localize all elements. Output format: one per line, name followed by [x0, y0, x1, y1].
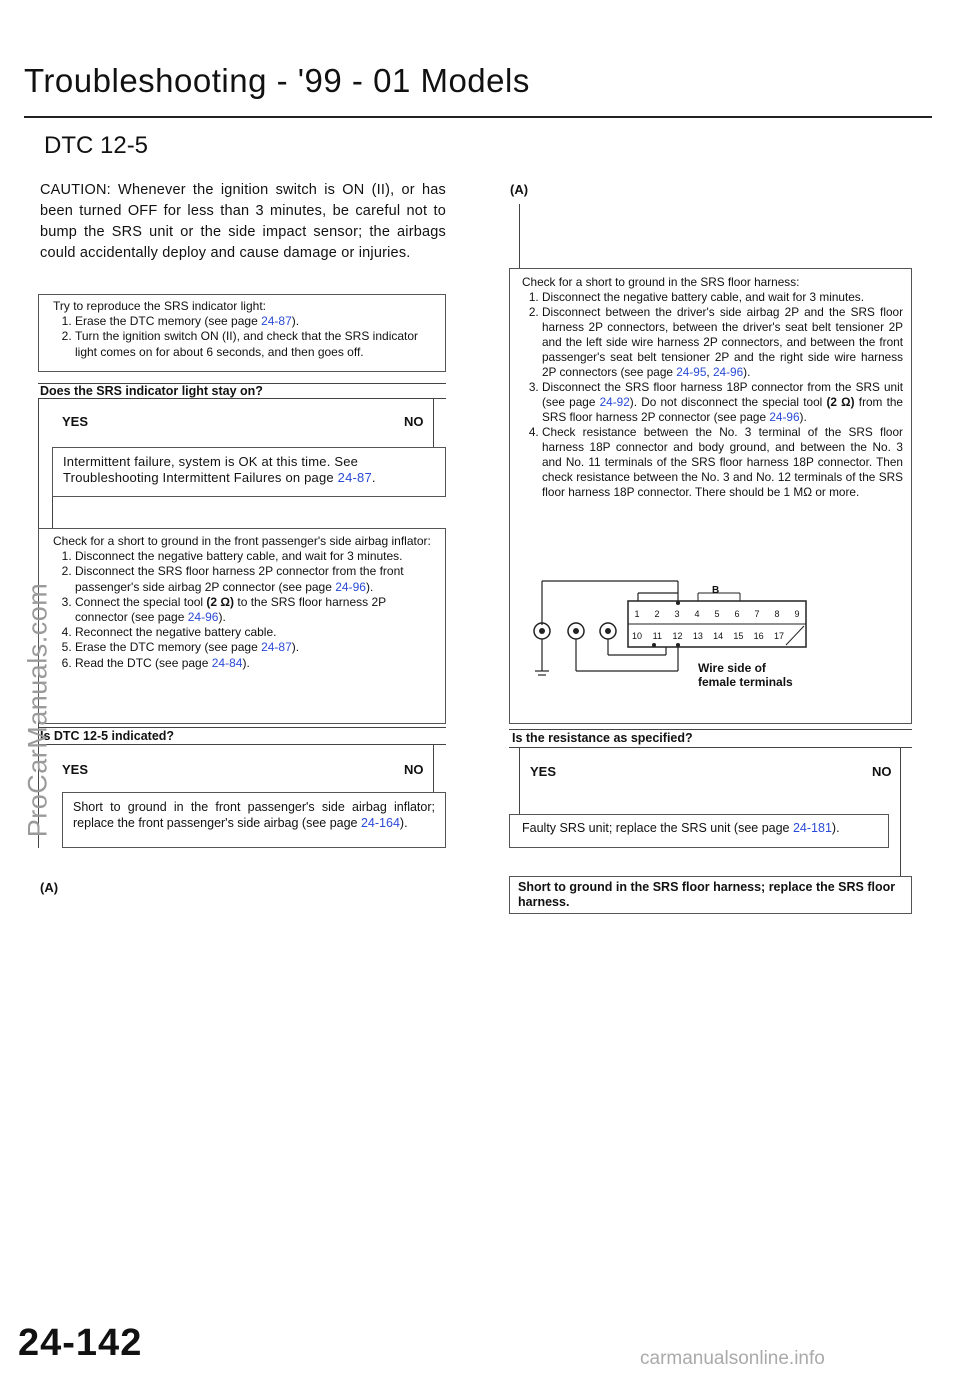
passenger-step-6: 6. Read the DTC (see page 24-84). — [75, 656, 435, 671]
pin: 16 — [753, 631, 764, 641]
pin: 7 — [754, 609, 760, 619]
pin: 8 — [774, 609, 780, 619]
ref-a-right: (A) — [510, 182, 529, 197]
reproduce-step-1: 1. Erase the DTC memory (see page 24-87). — [75, 314, 435, 329]
short-passenger-box: Short to ground in the front passenger's side airbag inflator; replace the front passenger's side airbag (see page 24-164). — [62, 792, 446, 848]
page-link[interactable]: 24-96 — [769, 410, 800, 424]
page-link[interactable]: 24-96 — [712, 365, 744, 379]
pin: 5 — [714, 609, 720, 619]
page-link[interactable]: 24-95 — [676, 365, 707, 379]
passenger-step-3: 3. Connect the special tool (2 Ω) to the SRS floor harness 2P connector (see page 24-96). — [75, 595, 435, 625]
footer-watermark: carmanualsonline.info — [640, 1348, 825, 1369]
passenger-step-5: 5. Erase the DTC memory (see page 24-87). — [75, 640, 435, 655]
page-link[interactable]: 24-164 — [360, 816, 400, 830]
pin: 11 — [652, 631, 662, 641]
pin: 1 — [634, 609, 640, 619]
pin: 13 — [692, 631, 703, 641]
connector-caption: Wire side of female terminals — [698, 661, 793, 689]
passenger-step-2: 2. Disconnect the SRS floor harness 2P connector from the front passenger's side airbag 2P connector (see page 24-96). — [75, 564, 435, 594]
watermark: ProCarManuals.com — [22, 582, 53, 838]
page-link[interactable]: 24-96 — [335, 579, 366, 594]
no-label: NO — [404, 414, 424, 429]
pin: 4 — [694, 609, 700, 619]
pin: 9 — [794, 609, 800, 619]
floor-step-2: 2. Disconnect between the driver's side airbag 2P and the SRS floor harness 2P connectors, between the driver's seat belt tensioner 2P and the left side wire harness 2P connectors, and between the front passenger's seat belt tensioner 2P and the right side wire harness 2P connectors (see page 24-95, 24-96). — [542, 305, 903, 380]
passenger-check-box — [38, 528, 446, 724]
connector-label-b: B — [712, 585, 720, 596]
reproduce-intro: Try to reproduce the SRS indicator light: — [53, 299, 266, 313]
question-dtc: Is DTC 12-5 indicated? — [40, 729, 175, 743]
floor-step-1: 1. Disconnect the negative battery cable, and wait for 3 minutes. — [542, 290, 903, 305]
yes-label: YES — [62, 762, 89, 777]
page-link[interactable]: 24-87 — [337, 470, 372, 485]
yes-label: YES — [530, 764, 557, 779]
reproduce-box — [38, 294, 446, 372]
intermittent-box: Intermittent failure, system is OK at this time. See Troubleshooting Intermittent Failures on page 24-87. — [52, 447, 446, 497]
final-box: Short to ground in the SRS floor harness; replace the SRS floor harness. — [509, 876, 912, 914]
yes-label: YES — [62, 414, 89, 429]
left-connector-line — [52, 497, 53, 529]
page-title: Troubleshooting - '99 - 01 Models — [24, 62, 530, 99]
page-link[interactable]: 24-87 — [261, 314, 292, 329]
dtc-subtitle: DTC 12-5 — [44, 132, 149, 159]
ref-a-left: (A) — [40, 880, 59, 895]
page-link[interactable]: 24-96 — [187, 610, 219, 625]
left-no-line-1 — [433, 398, 434, 450]
page-link[interactable]: 24-92 — [599, 395, 630, 409]
no-label: NO — [872, 764, 892, 779]
pin: 10 — [631, 631, 642, 641]
floor-step-4: 4. Check resistance between the No. 3 terminal of the SRS floor harness 18P connector and body ground, and between the No. 3 and No. 11 terminals of the SRS floor harness 18P connector. Then check resistance between the No. 3 and No. 12 terminals of the SRS floor harness 18P connector. There should be 1 MΩ or more. — [542, 425, 903, 500]
pin: 6 — [734, 609, 740, 619]
faulty-unit-box: Faulty SRS unit; replace the SRS unit (see page 24-181). — [509, 814, 889, 848]
page-number: 24-142 — [18, 1322, 143, 1364]
page-link[interactable]: 24-181 — [792, 821, 832, 835]
passenger-step-4: 4. Reconnect the negative battery cable. — [75, 625, 435, 640]
passenger-step-1: 1. Disconnect the negative battery cable, and wait for 3 minutes. — [75, 549, 435, 564]
pins-top-row — [628, 607, 806, 622]
pin: 12 — [672, 631, 683, 641]
page-link[interactable]: 24-84 — [211, 655, 243, 670]
pin: 17 — [773, 631, 784, 641]
pin: 15 — [733, 631, 744, 641]
pin: 3 — [674, 609, 680, 619]
passenger-check-intro: Check for a short to ground in the front passenger's side airbag inflator: — [53, 534, 431, 548]
floor-harness-check-box — [509, 268, 912, 724]
page-link[interactable]: 24-87 — [261, 640, 292, 655]
title-rule — [24, 116, 932, 118]
pin: 2 — [654, 609, 660, 619]
floor-check-intro: Check for a short to ground in the SRS floor harness: — [522, 275, 800, 289]
floor-step-3: 3. Disconnect the SRS floor harness 18P connector from the SRS unit (see page 24-92). Do not disconnect the special tool (2 Ω) from the SRS floor harness 2P connector (see page 24-96). — [542, 380, 903, 425]
caution-text: CAUTION: Whenever the ignition switch is ON (II), or has been turned OFF for less than 3 minutes, be careful not to bump the SRS unit or the side impact sensor; the airbags could accidentally deploy and cause damage or injuries. — [40, 182, 446, 261]
no-label: NO — [404, 762, 424, 777]
reproduce-step-2: 2. Turn the ignition switch ON (II), and check that the SRS indicator light comes on for about 6 seconds, and then goes off. — [75, 329, 435, 359]
pin: 14 — [713, 631, 724, 641]
question-indicator: Does the SRS indicator light stay on? — [40, 384, 263, 398]
question-resistance: Is the resistance as specified? — [512, 731, 693, 745]
left-no-line-2 — [433, 744, 434, 796]
pins-bottom-row — [628, 629, 788, 644]
